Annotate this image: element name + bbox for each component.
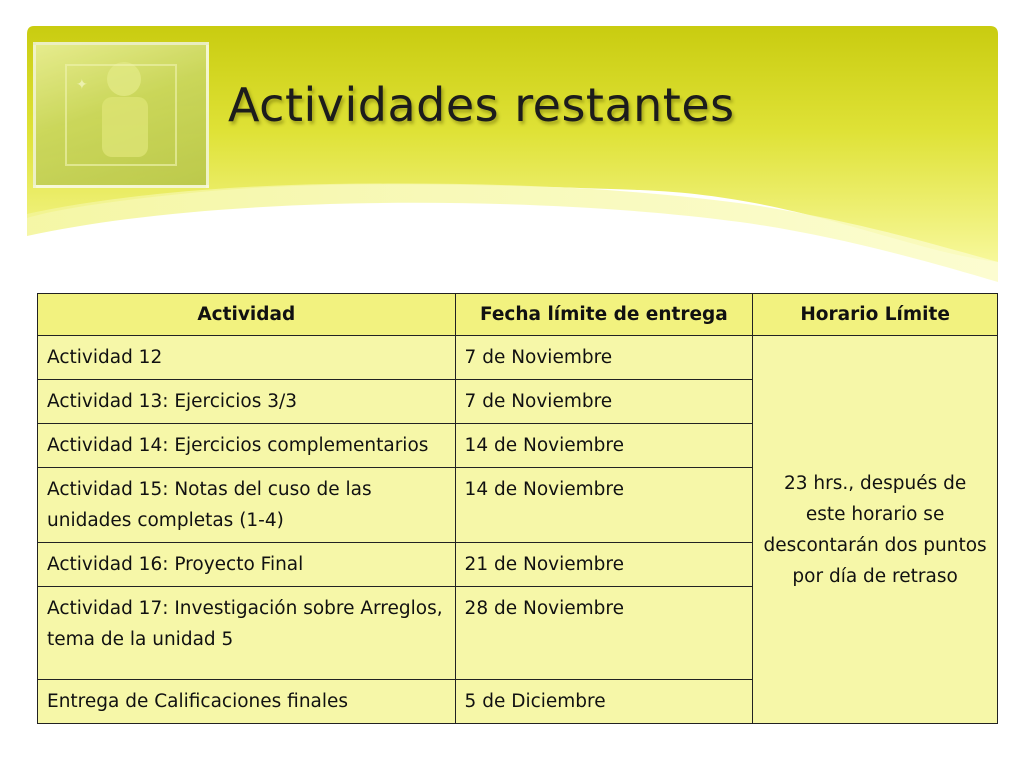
table-header-row bbox=[38, 294, 998, 336]
header-fecha: Fecha límite de entrega bbox=[455, 294, 753, 336]
header-horario: Horario Límite bbox=[753, 294, 998, 336]
robot-figure-image bbox=[33, 42, 209, 188]
cell-fecha: 28 de Noviembre bbox=[455, 587, 753, 680]
cell-fecha: 14 de Noviembre bbox=[455, 468, 753, 543]
cell-horario: 23 hrs., después de este horario se descontarán dos puntos por día de retraso bbox=[753, 336, 998, 724]
cell-actividad: Actividad 12 bbox=[38, 336, 456, 380]
cell-actividad: Actividad 15: Notas del cuso de las unidades completas (1-4) bbox=[38, 468, 456, 543]
cell-fecha: 21 de Noviembre bbox=[455, 543, 753, 587]
cell-actividad: Entrega de Calificaciones finales bbox=[38, 680, 456, 724]
slide-title: Actividades restantes bbox=[228, 78, 735, 132]
cell-actividad: Actividad 13: Ejercicios 3/3 bbox=[38, 380, 456, 424]
table-row bbox=[38, 336, 998, 380]
header-actividad: Actividad bbox=[38, 294, 456, 336]
cell-actividad: Actividad 16: Proyecto Final bbox=[38, 543, 456, 587]
cell-fecha: 7 de Noviembre bbox=[455, 336, 753, 380]
cell-actividad: Actividad 17: Investigación sobre Arreglos, tema de la unidad 5 bbox=[38, 587, 456, 680]
cell-fecha: 14 de Noviembre bbox=[455, 424, 753, 468]
svg-text:✦: ✦ bbox=[76, 77, 88, 93]
cell-fecha: 5 de Diciembre bbox=[455, 680, 753, 724]
activities-table bbox=[37, 293, 998, 724]
cell-fecha: 7 de Noviembre bbox=[455, 380, 753, 424]
cell-actividad: Actividad 14: Ejercicios complementarios bbox=[38, 424, 456, 468]
